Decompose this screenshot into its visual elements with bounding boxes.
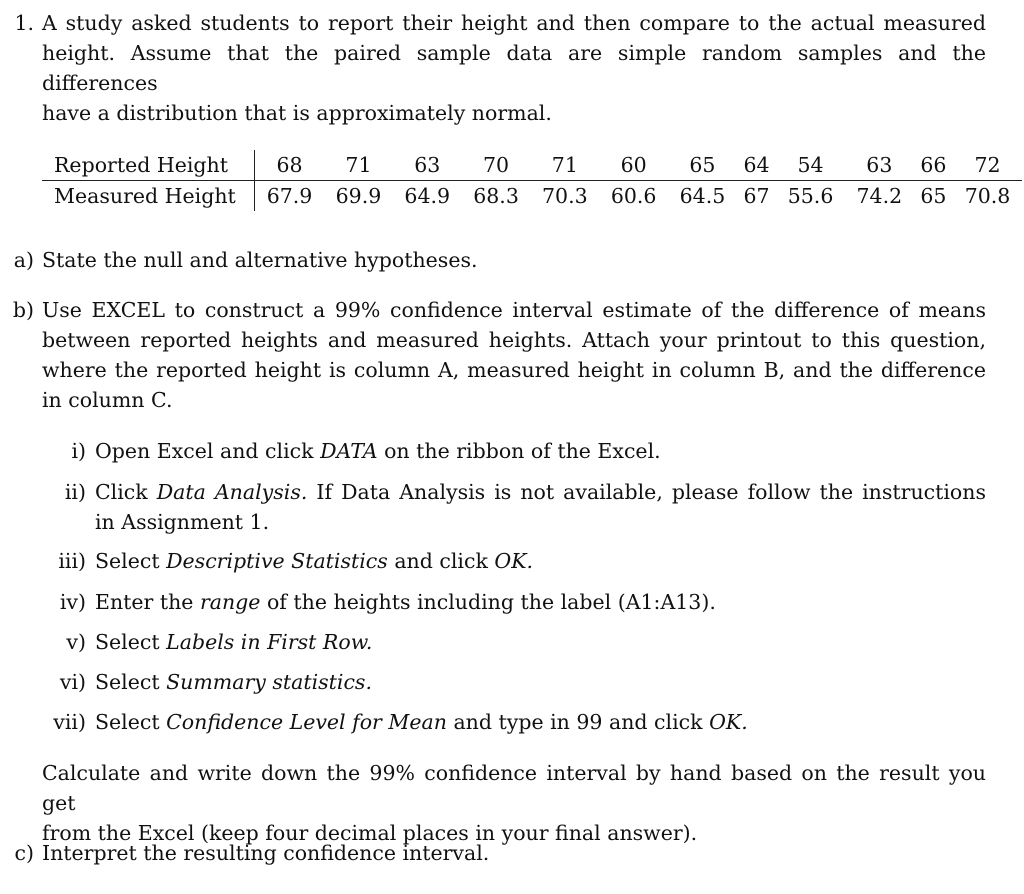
step-vii-mid: and type in 99 and click xyxy=(446,710,710,734)
part-b-line-1: Use EXCEL to construct a 99% confidence interval estimate of the difference of means xyxy=(42,298,986,322)
table-cell: 63 xyxy=(393,150,462,181)
step-iii-marker: iii) xyxy=(58,549,86,573)
step-iii-em2: OK. xyxy=(494,549,534,573)
calc-line-1: Calculate and write down the 99% confidence interval by hand based on the result you get xyxy=(42,761,986,815)
table-cell: 65 xyxy=(668,150,737,181)
table-cell: 64.9 xyxy=(404,184,451,208)
question-number: 1. xyxy=(14,11,34,35)
table-cell: 69.9 xyxy=(335,184,382,208)
step-i-em: DATA xyxy=(320,439,378,463)
step-vi-before: Select xyxy=(95,670,167,694)
step-iii-text xyxy=(95,546,533,576)
height-data-table xyxy=(42,150,1022,211)
table-cell: 68.3 xyxy=(473,184,519,208)
calc-paragraph xyxy=(42,758,986,848)
table-cell: 55.6 xyxy=(787,184,834,208)
table-cell: 64 xyxy=(737,150,776,181)
table-cell: 63 xyxy=(845,150,914,181)
step-ii-before: Click xyxy=(95,480,157,504)
table-cell: 72 xyxy=(953,150,1022,181)
step-i-text xyxy=(95,436,661,466)
step-iii-em: Descriptive Statistics xyxy=(166,549,388,573)
step-ii-line-1 xyxy=(95,477,986,507)
part-a-marker: a) xyxy=(13,248,34,272)
table-cell: 64.5 xyxy=(679,184,726,208)
step-iii-before: Select xyxy=(95,549,167,573)
step-vii-marker: vii) xyxy=(53,710,86,734)
row-label-reported: Reported Height xyxy=(42,150,255,181)
table-cell: 65 xyxy=(920,184,947,208)
table-cell: 70 xyxy=(462,150,531,181)
step-iv-text xyxy=(95,587,716,617)
step-v-before: Select xyxy=(95,630,167,654)
question-intro xyxy=(42,8,986,128)
step-iv-em: range xyxy=(199,590,261,614)
part-a-text: State the null and alternative hypotheses. xyxy=(42,248,478,272)
step-iv-before: Enter the xyxy=(95,590,200,614)
step-i-before: Open Excel and click xyxy=(95,439,321,463)
table-row-measured xyxy=(42,181,1022,212)
part-c-text: Interpret the resulting confidence interval. xyxy=(42,841,490,865)
step-iv-marker: iv) xyxy=(59,590,86,614)
step-i-after: on the ribbon of the Excel. xyxy=(377,439,661,463)
step-ii-em: Data Analysis. xyxy=(156,480,308,504)
table-cell: 70.3 xyxy=(542,184,588,208)
step-vii-em: Confidence Level for Mean xyxy=(166,710,447,734)
part-b-text xyxy=(42,295,986,415)
table-cell: 67.9 xyxy=(266,184,313,208)
step-ii-line-2: in Assignment 1. xyxy=(95,510,270,534)
table-row-reported xyxy=(42,150,1022,181)
table-cell: 74.2 xyxy=(856,184,903,208)
part-b-line-4: in column C. xyxy=(42,388,173,412)
step-ii-marker: ii) xyxy=(64,480,86,504)
calc-line-2: from the Excel (keep four decimal places in your final answer). xyxy=(42,821,698,845)
row-label-measured: Measured Height xyxy=(42,181,255,212)
table-cell: 66 xyxy=(914,150,953,181)
intro-line-1: A study asked students to report their height and then compare to the actual measured xyxy=(42,11,986,35)
table-cell: 60 xyxy=(599,150,668,181)
step-vi-em: Summary statistics. xyxy=(166,670,372,694)
step-ii-text xyxy=(95,477,986,537)
intro-line-2: height. Assume that the paired sample data are simple random samples and the differences xyxy=(42,41,986,95)
table-cell: 60.6 xyxy=(610,184,657,208)
step-ii-after: If Data Analysis is not available, please follow the instructions xyxy=(307,480,986,504)
intro-line-3: have a distribution that is approximately normal. xyxy=(42,101,552,125)
step-vi-text xyxy=(95,667,372,697)
part-c-marker: c) xyxy=(14,841,34,865)
table-cell: 70.8 xyxy=(964,184,1011,208)
step-iii-mid: and click xyxy=(387,549,495,573)
step-iv-after: of the heights including the label (A1:A13). xyxy=(260,590,716,614)
step-vii-em2: OK. xyxy=(709,710,748,734)
table-cell: 67 xyxy=(743,184,770,208)
part-b-line-2: between reported heights and measured heights. Attach your printout to this question, xyxy=(42,328,986,352)
step-v-em: Labels in First Row. xyxy=(166,630,373,654)
table-cell: 54 xyxy=(776,150,845,181)
part-b-marker: b) xyxy=(12,298,34,322)
step-vii-before: Select xyxy=(95,710,167,734)
step-vii-text xyxy=(95,707,748,737)
part-b-line-3: where the reported height is column A, measured height in column B, and the difference xyxy=(42,358,986,382)
table-cell: 71 xyxy=(530,150,599,181)
step-v-text xyxy=(95,627,372,657)
step-vi-marker: vi) xyxy=(59,670,86,694)
table-cell: 71 xyxy=(324,150,393,181)
step-v-marker: v) xyxy=(66,630,86,654)
table-cell: 68 xyxy=(255,150,325,181)
step-i-marker: i) xyxy=(71,439,86,463)
